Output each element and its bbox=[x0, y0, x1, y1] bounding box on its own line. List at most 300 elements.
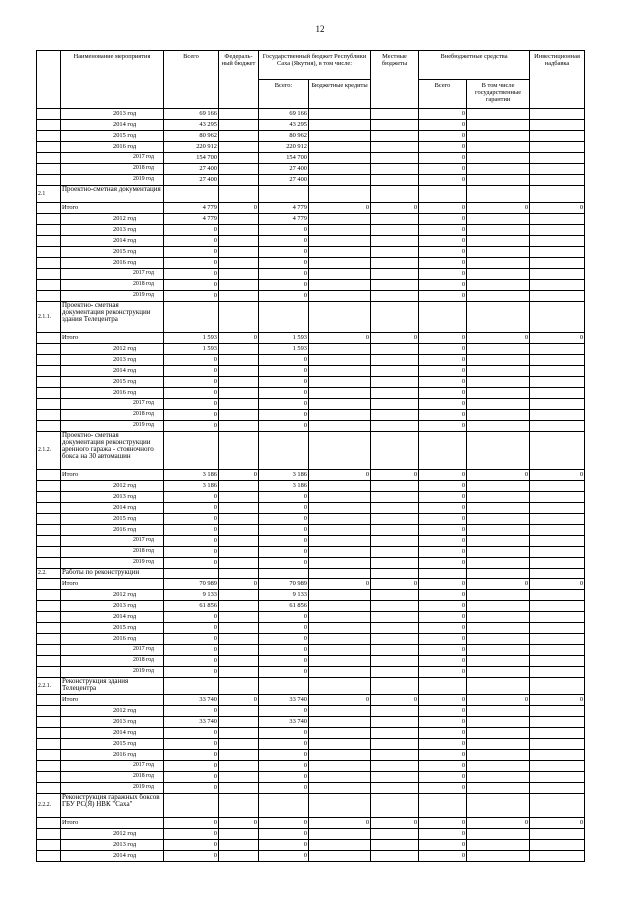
section-title: Реконструкция гаражных боксов ГБУ РС(Я) НВК "Саха" bbox=[61, 794, 164, 818]
republic-credit-cell bbox=[309, 750, 371, 761]
total-cell: 1 593 bbox=[164, 333, 219, 344]
local-cell bbox=[371, 634, 419, 645]
extra-guar-cell bbox=[467, 109, 530, 120]
local-cell bbox=[371, 131, 419, 142]
extra-total-cell: 0 bbox=[419, 175, 467, 186]
number-cell bbox=[37, 547, 61, 558]
total-cell: 70 989 bbox=[164, 579, 219, 590]
republic-credit-cell bbox=[309, 421, 371, 432]
year-label: 2019 год bbox=[61, 667, 164, 678]
year-row bbox=[37, 840, 585, 851]
number-cell bbox=[37, 695, 61, 706]
federal-cell bbox=[219, 388, 259, 399]
number-cell bbox=[37, 667, 61, 678]
extra-total-cell: 0 bbox=[419, 851, 467, 862]
year-label: 2016 год bbox=[61, 750, 164, 761]
republic-credit-cell bbox=[309, 547, 371, 558]
total-cell: 0 bbox=[164, 547, 219, 558]
total-cell: 0 bbox=[164, 818, 219, 829]
header-total: Всего bbox=[164, 51, 219, 109]
republic-credit-cell bbox=[309, 481, 371, 492]
extra-total-cell: 0 bbox=[419, 761, 467, 772]
extra-guar-cell bbox=[467, 131, 530, 142]
republic-credit-cell bbox=[309, 388, 371, 399]
empty-cell bbox=[309, 794, 371, 818]
local-cell: 0 bbox=[371, 579, 419, 590]
invest-cell bbox=[530, 377, 585, 388]
extra-guar-cell: 0 bbox=[467, 818, 530, 829]
republic-total-cell: 0 bbox=[259, 269, 309, 280]
invest-cell bbox=[530, 634, 585, 645]
republic-total-cell: 0 bbox=[259, 503, 309, 514]
total-cell: 9 133 bbox=[164, 590, 219, 601]
year-label: 2012 год bbox=[61, 829, 164, 840]
federal-cell: 0 bbox=[219, 818, 259, 829]
extra-guar-cell bbox=[467, 120, 530, 131]
year-label: 2013 год bbox=[61, 601, 164, 612]
republic-total-cell: 0 bbox=[259, 388, 309, 399]
year-row bbox=[37, 656, 585, 667]
extra-guar-cell bbox=[467, 247, 530, 258]
federal-cell bbox=[219, 612, 259, 623]
total-cell: 69 166 bbox=[164, 109, 219, 120]
federal-cell bbox=[219, 601, 259, 612]
republic-total-cell: 4 779 bbox=[259, 214, 309, 225]
extra-total-cell: 0 bbox=[419, 291, 467, 302]
empty-cell bbox=[259, 569, 309, 579]
extra-guar-cell bbox=[467, 656, 530, 667]
invest-cell bbox=[530, 481, 585, 492]
empty-cell bbox=[164, 678, 219, 695]
empty-cell bbox=[164, 186, 219, 203]
year-label: 2013 год bbox=[61, 840, 164, 851]
section-number: 2.1.2. bbox=[37, 432, 61, 470]
header-extra-total: Всего bbox=[419, 80, 467, 109]
year-row bbox=[37, 536, 585, 547]
invest-cell bbox=[530, 291, 585, 302]
section-row bbox=[37, 432, 585, 470]
invest-cell bbox=[530, 142, 585, 153]
federal-cell bbox=[219, 225, 259, 236]
year-label: 2012 год bbox=[61, 590, 164, 601]
year-label: 2012 год bbox=[61, 344, 164, 355]
extra-guar-cell bbox=[467, 667, 530, 678]
republic-total-cell: 0 bbox=[259, 772, 309, 783]
extra-guar-cell bbox=[467, 612, 530, 623]
extra-total-cell: 0 bbox=[419, 750, 467, 761]
header-name: Наименование мероприятия bbox=[61, 51, 164, 109]
republic-credit-cell bbox=[309, 840, 371, 851]
number-cell bbox=[37, 623, 61, 634]
number-cell bbox=[37, 470, 61, 481]
total-cell: 80 962 bbox=[164, 131, 219, 142]
federal-cell: 0 bbox=[219, 695, 259, 706]
invest-cell bbox=[530, 388, 585, 399]
header-republic: Государственный бюджет Республики Саха (Якутия), в том числе: bbox=[259, 51, 371, 80]
number-cell bbox=[37, 706, 61, 717]
year-label: 2019 год bbox=[61, 291, 164, 302]
extra-guar-cell bbox=[467, 236, 530, 247]
federal-cell bbox=[219, 667, 259, 678]
empty-cell bbox=[371, 302, 419, 333]
extra-total-cell: 0 bbox=[419, 590, 467, 601]
extra-total-cell: 0 bbox=[419, 344, 467, 355]
invest-cell bbox=[530, 410, 585, 421]
extra-total-cell: 0 bbox=[419, 258, 467, 269]
extra-guar-cell: 0 bbox=[467, 695, 530, 706]
header-num bbox=[37, 51, 61, 109]
invest-cell bbox=[530, 601, 585, 612]
year-label: 2015 год bbox=[61, 514, 164, 525]
local-cell bbox=[371, 291, 419, 302]
header-federal: Федераль-ный бюджет bbox=[219, 51, 259, 109]
extra-total-cell: 0 bbox=[419, 153, 467, 164]
year-label: 2019 год bbox=[61, 421, 164, 432]
extra-guar-cell bbox=[467, 706, 530, 717]
federal-cell bbox=[219, 547, 259, 558]
total-cell: 0 bbox=[164, 366, 219, 377]
republic-credit-cell bbox=[309, 225, 371, 236]
local-cell bbox=[371, 840, 419, 851]
invest-cell bbox=[530, 772, 585, 783]
extra-total-cell: 0 bbox=[419, 214, 467, 225]
header-extra: Внебюджетные средства bbox=[419, 51, 530, 80]
empty-cell bbox=[219, 302, 259, 333]
local-cell bbox=[371, 645, 419, 656]
empty-cell bbox=[219, 794, 259, 818]
year-label: 2018 год bbox=[61, 772, 164, 783]
republic-total-cell: 0 bbox=[259, 236, 309, 247]
invest-cell bbox=[530, 120, 585, 131]
republic-credit-cell bbox=[309, 525, 371, 536]
year-label: 2014 год bbox=[61, 728, 164, 739]
total-cell: 0 bbox=[164, 492, 219, 503]
invest-cell bbox=[530, 645, 585, 656]
number-cell bbox=[37, 612, 61, 623]
local-cell bbox=[371, 214, 419, 225]
empty-cell bbox=[219, 569, 259, 579]
empty-cell bbox=[164, 432, 219, 470]
republic-total-cell: 0 bbox=[259, 547, 309, 558]
republic-credit-cell bbox=[309, 258, 371, 269]
federal-cell: 0 bbox=[219, 470, 259, 481]
section-number: 2.1.1. bbox=[37, 302, 61, 333]
federal-cell bbox=[219, 750, 259, 761]
section-title: Проектно- сметная документация реконструкции аренного гаража - стояночного бокса на 30 автомашин bbox=[61, 432, 164, 470]
number-cell bbox=[37, 366, 61, 377]
republic-total-cell: 0 bbox=[259, 366, 309, 377]
empty-cell bbox=[419, 569, 467, 579]
number-cell bbox=[37, 601, 61, 612]
federal-cell bbox=[219, 656, 259, 667]
empty-cell bbox=[219, 678, 259, 695]
total-cell: 0 bbox=[164, 783, 219, 794]
invest-cell bbox=[530, 728, 585, 739]
extra-guar-cell bbox=[467, 175, 530, 186]
year-row bbox=[37, 772, 585, 783]
total-cell: 0 bbox=[164, 247, 219, 258]
year-row bbox=[37, 783, 585, 794]
extra-total-cell: 0 bbox=[419, 366, 467, 377]
number-cell bbox=[37, 175, 61, 186]
local-cell bbox=[371, 153, 419, 164]
empty-cell bbox=[371, 569, 419, 579]
total-cell: 33 740 bbox=[164, 717, 219, 728]
total-cell: 0 bbox=[164, 236, 219, 247]
extra-guar-cell bbox=[467, 783, 530, 794]
year-label: 2017 год bbox=[61, 399, 164, 410]
extra-guar-cell: 0 bbox=[467, 333, 530, 344]
total-cell: 0 bbox=[164, 536, 219, 547]
year-row bbox=[37, 492, 585, 503]
local-cell bbox=[371, 829, 419, 840]
federal-cell bbox=[219, 761, 259, 772]
local-cell bbox=[371, 258, 419, 269]
invest-cell bbox=[530, 536, 585, 547]
header-extra-guar: В том числе государственные гарантии bbox=[467, 80, 530, 109]
year-row bbox=[37, 388, 585, 399]
republic-total-cell: 43 295 bbox=[259, 120, 309, 131]
republic-total-cell: 0 bbox=[259, 634, 309, 645]
year-label: 2017 год bbox=[61, 269, 164, 280]
invest-cell: 0 bbox=[530, 470, 585, 481]
republic-credit-cell bbox=[309, 772, 371, 783]
invest-cell bbox=[530, 492, 585, 503]
empty-cell bbox=[530, 432, 585, 470]
invest-cell bbox=[530, 525, 585, 536]
invest-cell bbox=[530, 421, 585, 432]
number-cell bbox=[37, 851, 61, 862]
extra-total-cell: 0 bbox=[419, 739, 467, 750]
year-label: 2012 год bbox=[61, 481, 164, 492]
itogo-row bbox=[37, 579, 585, 590]
year-row bbox=[37, 142, 585, 153]
extra-guar-cell bbox=[467, 269, 530, 280]
local-cell bbox=[371, 656, 419, 667]
republic-credit-cell: 0 bbox=[309, 695, 371, 706]
republic-total-cell: 0 bbox=[259, 840, 309, 851]
total-cell: 33 740 bbox=[164, 695, 219, 706]
invest-cell bbox=[530, 623, 585, 634]
extra-total-cell: 0 bbox=[419, 377, 467, 388]
local-cell bbox=[371, 109, 419, 120]
total-cell: 0 bbox=[164, 634, 219, 645]
section-row bbox=[37, 302, 585, 333]
number-cell bbox=[37, 421, 61, 432]
year-row bbox=[37, 269, 585, 280]
local-cell bbox=[371, 344, 419, 355]
total-cell: 0 bbox=[164, 280, 219, 291]
invest-cell bbox=[530, 783, 585, 794]
local-cell bbox=[371, 503, 419, 514]
extra-total-cell: 0 bbox=[419, 470, 467, 481]
year-row bbox=[37, 728, 585, 739]
year-row bbox=[37, 399, 585, 410]
number-cell bbox=[37, 579, 61, 590]
total-cell: 0 bbox=[164, 355, 219, 366]
total-cell: 0 bbox=[164, 739, 219, 750]
empty-cell bbox=[309, 569, 371, 579]
total-cell: 0 bbox=[164, 269, 219, 280]
republic-credit-cell bbox=[309, 656, 371, 667]
republic-credit-cell bbox=[309, 399, 371, 410]
extra-total-cell: 0 bbox=[419, 612, 467, 623]
federal-cell: 0 bbox=[219, 579, 259, 590]
extra-total-cell: 0 bbox=[419, 695, 467, 706]
local-cell bbox=[371, 547, 419, 558]
year-row bbox=[37, 623, 585, 634]
republic-total-cell: 0 bbox=[259, 492, 309, 503]
year-label: 2016 год bbox=[61, 142, 164, 153]
extra-total-cell: 0 bbox=[419, 388, 467, 399]
year-row bbox=[37, 739, 585, 750]
number-cell bbox=[37, 280, 61, 291]
republic-total-cell: 0 bbox=[259, 750, 309, 761]
total-cell: 0 bbox=[164, 291, 219, 302]
year-row bbox=[37, 761, 585, 772]
extra-guar-cell bbox=[467, 214, 530, 225]
local-cell bbox=[371, 772, 419, 783]
local-cell bbox=[371, 120, 419, 131]
empty-cell bbox=[164, 302, 219, 333]
local-cell bbox=[371, 280, 419, 291]
number-cell bbox=[37, 377, 61, 388]
local-cell bbox=[371, 142, 419, 153]
extra-total-cell: 0 bbox=[419, 558, 467, 569]
local-cell bbox=[371, 783, 419, 794]
extra-guar-cell bbox=[467, 590, 530, 601]
local-cell bbox=[371, 175, 419, 186]
header-republic-total: Всего: bbox=[259, 80, 309, 109]
local-cell bbox=[371, 514, 419, 525]
total-cell: 0 bbox=[164, 728, 219, 739]
federal-cell bbox=[219, 840, 259, 851]
republic-total-cell: 0 bbox=[259, 514, 309, 525]
header-invest: Инвестиционная надбавка bbox=[530, 51, 585, 109]
section-row bbox=[37, 678, 585, 695]
local-cell bbox=[371, 399, 419, 410]
extra-total-cell: 0 bbox=[419, 421, 467, 432]
invest-cell: 0 bbox=[530, 818, 585, 829]
extra-total-cell: 0 bbox=[419, 410, 467, 421]
total-cell: 0 bbox=[164, 514, 219, 525]
federal-cell bbox=[219, 492, 259, 503]
extra-guar-cell bbox=[467, 142, 530, 153]
extra-guar-cell bbox=[467, 258, 530, 269]
year-row bbox=[37, 355, 585, 366]
invest-cell bbox=[530, 355, 585, 366]
number-cell bbox=[37, 109, 61, 120]
extra-total-cell: 0 bbox=[419, 109, 467, 120]
extra-total-cell: 0 bbox=[419, 818, 467, 829]
extra-guar-cell bbox=[467, 355, 530, 366]
number-cell bbox=[37, 645, 61, 656]
year-label: 2017 год bbox=[61, 153, 164, 164]
header-local: Местные бюджеты bbox=[371, 51, 419, 109]
republic-total-cell: 61 856 bbox=[259, 601, 309, 612]
year-label: 2016 год bbox=[61, 525, 164, 536]
year-label: 2014 год bbox=[61, 236, 164, 247]
number-cell bbox=[37, 818, 61, 829]
number-cell bbox=[37, 590, 61, 601]
federal-cell bbox=[219, 558, 259, 569]
section-number: 2.1 bbox=[37, 186, 61, 203]
invest-cell bbox=[530, 514, 585, 525]
total-cell: 0 bbox=[164, 750, 219, 761]
total-cell: 0 bbox=[164, 851, 219, 862]
year-label: 2019 год bbox=[61, 175, 164, 186]
empty-cell bbox=[259, 794, 309, 818]
local-cell bbox=[371, 536, 419, 547]
extra-total-cell: 0 bbox=[419, 225, 467, 236]
section-number: 2.2. bbox=[37, 569, 61, 579]
total-cell: 0 bbox=[164, 706, 219, 717]
year-label: 2014 год bbox=[61, 120, 164, 131]
invest-cell bbox=[530, 739, 585, 750]
extra-total-cell: 0 bbox=[419, 142, 467, 153]
federal-cell bbox=[219, 410, 259, 421]
year-row bbox=[37, 344, 585, 355]
extra-total-cell: 0 bbox=[419, 656, 467, 667]
republic-total-cell: 0 bbox=[259, 536, 309, 547]
local-cell bbox=[371, 612, 419, 623]
section-row bbox=[37, 794, 585, 818]
republic-credit-cell: 0 bbox=[309, 470, 371, 481]
invest-cell bbox=[530, 612, 585, 623]
local-cell bbox=[371, 481, 419, 492]
number-cell bbox=[37, 355, 61, 366]
number-cell bbox=[37, 728, 61, 739]
federal-cell bbox=[219, 503, 259, 514]
empty-cell bbox=[419, 186, 467, 203]
extra-total-cell: 0 bbox=[419, 481, 467, 492]
total-cell: 3 186 bbox=[164, 481, 219, 492]
extra-total-cell: 0 bbox=[419, 525, 467, 536]
invest-cell bbox=[530, 366, 585, 377]
republic-total-cell: 0 bbox=[259, 623, 309, 634]
total-cell: 0 bbox=[164, 258, 219, 269]
section-title: Проектно-сметная документация bbox=[61, 186, 164, 203]
itogo-label: Итого bbox=[61, 333, 164, 344]
local-cell bbox=[371, 421, 419, 432]
federal-cell bbox=[219, 717, 259, 728]
number-cell bbox=[37, 772, 61, 783]
republic-credit-cell: 0 bbox=[309, 818, 371, 829]
year-row bbox=[37, 421, 585, 432]
republic-total-cell: 0 bbox=[259, 706, 309, 717]
total-cell: 0 bbox=[164, 399, 219, 410]
total-cell: 0 bbox=[164, 623, 219, 634]
republic-total-cell: 33 740 bbox=[259, 717, 309, 728]
republic-total-cell: 0 bbox=[259, 377, 309, 388]
federal-cell bbox=[219, 153, 259, 164]
local-cell: 0 bbox=[371, 818, 419, 829]
republic-credit-cell bbox=[309, 645, 371, 656]
republic-credit-cell: 0 bbox=[309, 203, 371, 214]
republic-total-cell: 0 bbox=[259, 851, 309, 862]
year-label: 2018 год bbox=[61, 164, 164, 175]
extra-guar-cell bbox=[467, 761, 530, 772]
itogo-label: Итого bbox=[61, 695, 164, 706]
republic-credit-cell bbox=[309, 706, 371, 717]
republic-total-cell: 70 989 bbox=[259, 579, 309, 590]
republic-total-cell: 0 bbox=[259, 829, 309, 840]
local-cell: 0 bbox=[371, 470, 419, 481]
year-label: 2013 год bbox=[61, 109, 164, 120]
year-row bbox=[37, 258, 585, 269]
republic-total-cell: 0 bbox=[259, 656, 309, 667]
extra-total-cell: 0 bbox=[419, 728, 467, 739]
